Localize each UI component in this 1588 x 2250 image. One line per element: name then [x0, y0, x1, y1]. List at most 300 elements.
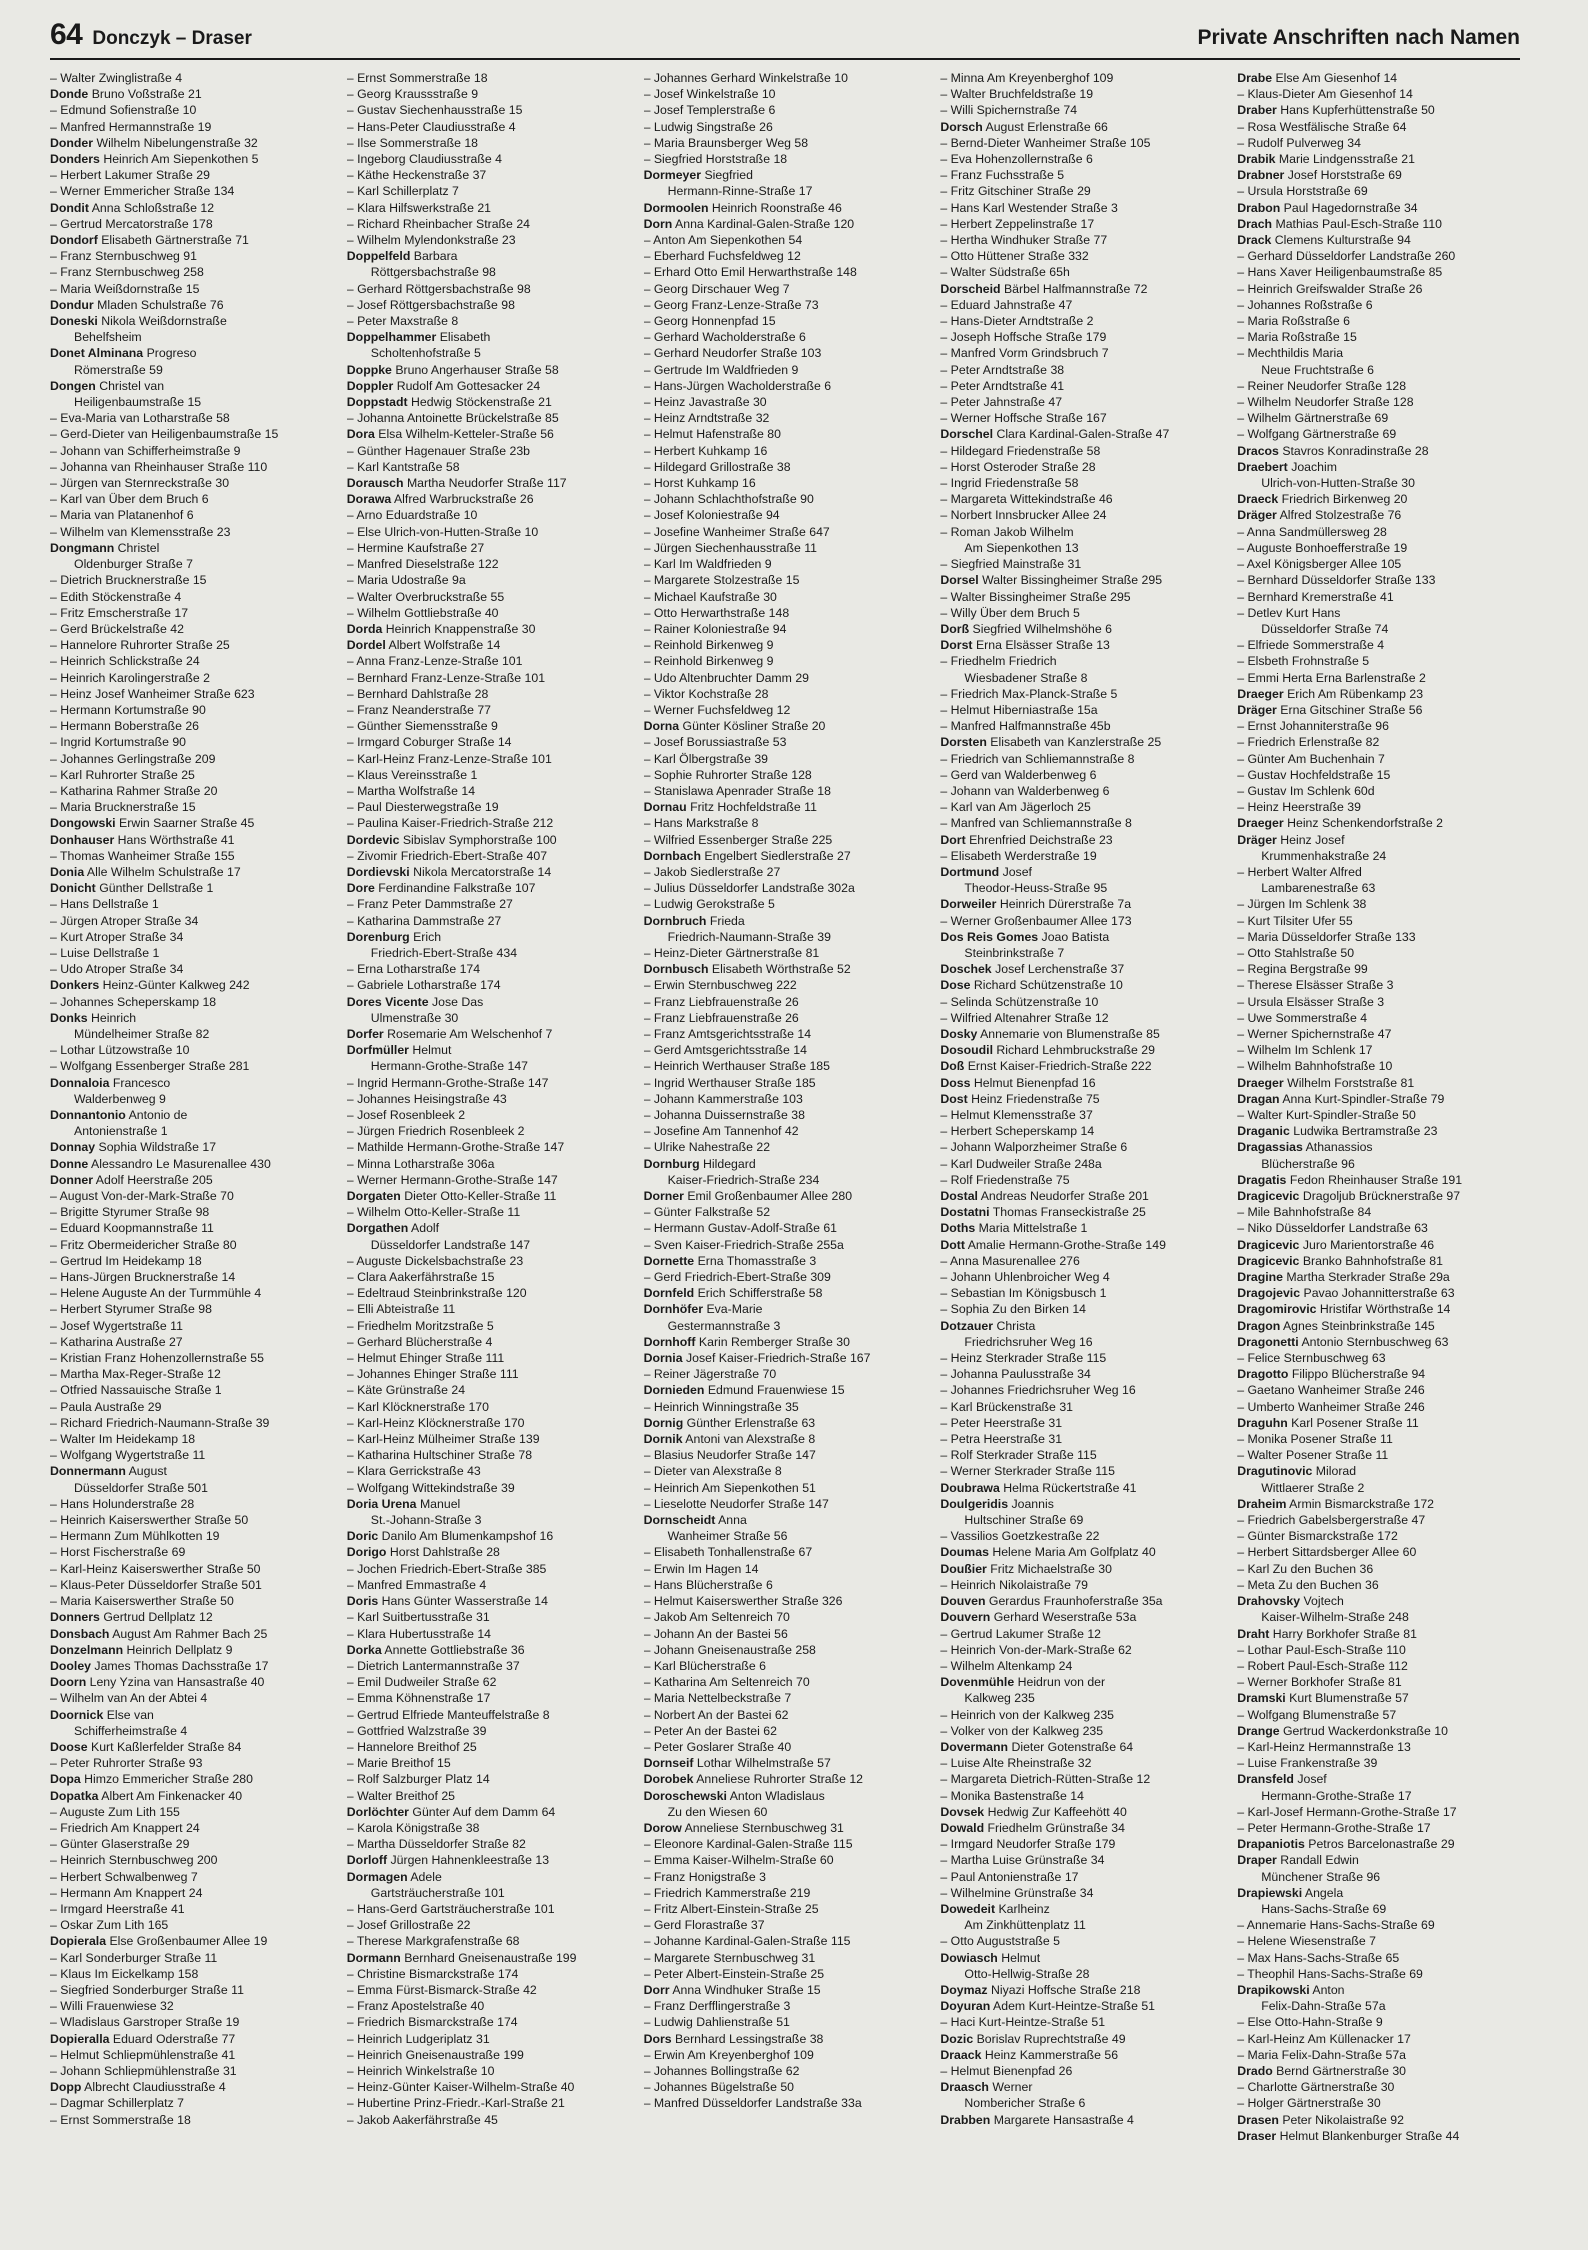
entry-continuation: Hermann-Rinne-Straße 17 — [667, 184, 813, 199]
entry-text: Herbert Zeppelinstraße 17 — [950, 216, 1095, 231]
entry-text: Petros Barcelonastraße 29 — [1308, 1837, 1455, 1852]
surname: Dondit — [50, 200, 89, 215]
directory-entry — [1237, 1091, 1520, 1107]
directory-entry — [1237, 589, 1520, 605]
directory-entry — [644, 135, 927, 151]
entry-text: Lieselotte Neudorfer Straße 147 — [653, 1496, 829, 1511]
directory-entry — [644, 1544, 927, 1560]
entry-text: Ursula Horststraße 69 — [1247, 184, 1368, 199]
surname: Dragomirovic — [1237, 1302, 1317, 1317]
directory-entry — [644, 718, 927, 734]
entry-text: Horst Kuhkamp 16 — [653, 476, 756, 491]
directory-entry — [1237, 1350, 1520, 1366]
entry-text: Clara Aakerfährstraße 15 — [357, 1270, 495, 1285]
directory-column-2 — [347, 70, 630, 2210]
directory-entry — [50, 491, 333, 507]
entry-text: Fritz Michaelstraße 30 — [990, 1561, 1112, 1576]
entry-text: Edmund Frauenwiese 15 — [707, 1383, 845, 1398]
directory-entry — [347, 507, 630, 523]
entry-text: Athanassios — [1305, 1140, 1373, 1155]
directory-entry — [940, 1528, 1223, 1544]
entry-text: Charlotte Gärtnerstraße 30 — [1247, 2080, 1395, 2095]
directory-entry — [50, 1739, 333, 1755]
directory-entry — [50, 443, 333, 459]
surname: Dowedeit — [940, 1901, 996, 1916]
directory-entry — [347, 961, 630, 977]
directory-entry — [50, 1496, 333, 1512]
directory-entry — [940, 264, 1223, 280]
directory-entry — [1237, 572, 1520, 588]
entry-continuation: Heiligenbaumstraße 15 — [74, 395, 202, 410]
directory-entry — [50, 313, 333, 329]
entry-text: Rolf Salzburger Platz 14 — [357, 1772, 490, 1787]
entry-text: Heinrich Werthauser Straße 185 — [653, 1059, 830, 1074]
directory-entry — [347, 1723, 630, 1739]
entry-text: Gertrud Elfriede Manteuffelstraße 8 — [357, 1707, 550, 1722]
surname: Draeger — [1237, 816, 1284, 831]
entry-continuation: Blücherstraße 96 — [1261, 1156, 1355, 1171]
entry-text: Mathilde Hermann-Grothe-Straße 147 — [357, 1140, 565, 1155]
directory-entry — [940, 896, 1223, 912]
entry-text: Anna Kurt-Spindler-Straße 79 — [1282, 1091, 1445, 1106]
directory-entry — [644, 1463, 927, 1479]
directory-entry — [50, 151, 333, 167]
directory-entry — [644, 1755, 927, 1771]
entry-text: Kurt Blumenstraße 57 — [1289, 1691, 1409, 1706]
entry-text: Heinrich Kaiserswerther Straße 50 — [60, 1513, 249, 1528]
directory-entry — [644, 281, 927, 297]
entry-text: Wilhelm Forststraße 81 — [1287, 1075, 1415, 1090]
entry-text: Hans-Jürgen Wacholderstraße 6 — [653, 378, 832, 393]
entry-text: Annemarie Hans-Sachs-Straße 69 — [1246, 1918, 1435, 1933]
directory-entry — [347, 183, 630, 199]
entry-continuation: Gestermannstraße 3 — [667, 1318, 781, 1333]
directory-entry — [347, 1091, 630, 1107]
directory-entry — [644, 1188, 927, 1204]
directory-entry — [940, 297, 1223, 313]
entry-text: Max Hans-Sachs-Straße 65 — [1247, 1950, 1400, 1965]
directory-entry — [50, 410, 333, 426]
entry-text: Karl-Heinz Hermannstraße 13 — [1247, 1739, 1411, 1754]
entry-text: Hans-Peter Claudiusstraße 4 — [357, 119, 516, 134]
entry-text: Adem Kurt-Heintze-Straße 51 — [993, 1999, 1156, 2014]
directory-entry — [1237, 232, 1520, 248]
directory-entry — [347, 248, 630, 264]
directory-entry — [50, 1253, 333, 1269]
surname: Donnermann — [50, 1464, 126, 1479]
surname: Donde — [50, 87, 89, 102]
directory-entry — [50, 767, 333, 783]
directory-entry — [50, 1415, 333, 1431]
directory-entry — [1237, 1253, 1520, 1269]
directory-entry — [50, 1690, 333, 1706]
entry-text: Peter Nikolaistraße 92 — [1282, 2112, 1404, 2127]
directory-entry — [644, 605, 927, 621]
entry-continuation: Düsseldorfer Landstraße 147 — [370, 1237, 531, 1252]
directory-entry — [347, 410, 630, 426]
surname: Doppke — [346, 362, 392, 377]
entry-text: Otto Herwarthstraße 148 — [653, 605, 790, 620]
directory-entry — [50, 1350, 333, 1366]
entry-text: Franz Derfflingerstraße 3 — [653, 1999, 791, 2014]
entry-text: Erich Am Rübenkamp 23 — [1287, 686, 1424, 701]
directory-entry — [940, 718, 1223, 734]
surname: Dorsel — [940, 573, 979, 588]
entry-text: Helmut Bienenpfad 26 — [950, 2063, 1073, 2078]
entry-text: Otfried Nassauische Straße 1 — [60, 1383, 222, 1398]
entry-text: Herbert Walter Alfred — [1247, 864, 1362, 879]
entry-text: Heinrich Ludgeriplatz 31 — [357, 2031, 490, 2046]
entry-text: Manuel — [419, 1496, 461, 1511]
directory-entry — [347, 167, 630, 183]
entry-text: Heinrich Am Siepenkothen 5 — [103, 152, 259, 167]
surname: Dormoolen — [643, 200, 709, 215]
surname: Doumas — [940, 1545, 989, 1560]
surname: Dornhöfer — [643, 1302, 704, 1317]
entry-text: Hans Karl Westender Straße 3 — [950, 200, 1118, 215]
entry-text: Peter Albert-Einstein-Straße 25 — [653, 1966, 825, 1981]
entry-text: Udo Atroper Straße 34 — [60, 962, 184, 977]
directory-entry — [347, 605, 630, 621]
directory-entry — [644, 1415, 927, 1431]
directory-entry — [644, 2047, 927, 2063]
directory-entry — [1237, 1075, 1520, 1091]
entry-text: Heinrich Karolingerstraße 2 — [60, 670, 210, 685]
entry-text: Anna Masurenallee 276 — [949, 1253, 1080, 1268]
entry-text: Julius Düsseldorfer Landstraße 302a — [653, 881, 855, 896]
entry-text: Ludwig Dahlienstraße 51 — [653, 2015, 790, 2030]
surname: Drasen — [1237, 2112, 1279, 2127]
entry-text: Klara Hilfswerkstraße 21 — [357, 200, 492, 215]
entry-text: Günter Am Buchenhain 7 — [1247, 751, 1385, 766]
directory-entry — [644, 1820, 927, 1836]
entry-text: Gerhard Weserstraße 53a — [993, 1610, 1137, 1625]
directory-entry — [940, 248, 1223, 264]
directory-entry — [940, 102, 1223, 118]
entry-text: Johann An der Bastei 56 — [653, 1626, 788, 1641]
entry-text: Thomas Franseckistraße 25 — [992, 1205, 1146, 1220]
page-header — [50, 18, 1520, 58]
directory-entry — [940, 1836, 1223, 1852]
surname: Dores Vicente — [346, 994, 429, 1009]
entry-text: Wilhelm Bahnhofstraße 10 — [1247, 1059, 1393, 1074]
entry-text: Albrecht Claudiusstraße 4 — [84, 2080, 226, 2095]
entry-text: Walter Overbruckstraße 55 — [357, 589, 505, 604]
directory-entry — [940, 572, 1223, 588]
directory-entry — [940, 1561, 1223, 1577]
entry-text: Bärbel Halfmannstraße 72 — [1003, 281, 1148, 296]
directory-entry — [50, 86, 333, 102]
entry-continuation: Römerstraße 59 — [74, 362, 163, 377]
entry-text: Wilhelmine Grünstraße 34 — [950, 1885, 1094, 1900]
entry-continuation: Oldenburger Straße 7 — [74, 557, 193, 572]
directory-entry — [50, 1771, 333, 1787]
directory-entry — [1237, 896, 1520, 912]
directory-entry — [347, 977, 630, 993]
entry-text: Werner Hermann-Grothe-Straße 147 — [357, 1172, 558, 1187]
directory-entry — [940, 1609, 1223, 1625]
entry-text: Sophie Ruhrorter Straße 128 — [653, 767, 812, 782]
entry-text: Herbert Kuhkamp 16 — [653, 443, 768, 458]
section-title: Private Anschriften nach Namen — [1197, 26, 1520, 49]
entry-text: Vojtech — [1303, 1594, 1344, 1609]
entry-text: Norbert An der Bastei 62 — [653, 1707, 789, 1722]
directory-entry — [50, 524, 333, 540]
directory-entry — [940, 507, 1223, 523]
surname: Dornik — [643, 1432, 683, 1447]
entry-text: Johannes Friedrichsruher Weg 16 — [950, 1383, 1136, 1398]
directory-entry — [50, 459, 333, 475]
surname: Dragonetti — [1237, 1334, 1299, 1349]
directory-entry — [940, 961, 1223, 977]
entry-text: Karl-Heinz Kaiserswerther Straße 50 — [60, 1561, 261, 1576]
entry-text: Anna Windhuker Straße 15 — [672, 1982, 821, 1997]
directory-entry — [50, 1593, 333, 1609]
entry-continuation: Kalkweg 235 — [964, 1691, 1035, 1706]
entry-text: Martha Sterkrader Straße 29a — [1286, 1270, 1450, 1285]
directory-entry — [1237, 1334, 1520, 1350]
entry-text: Franz Neanderstraße 77 — [357, 702, 492, 717]
surname: Dorfer — [346, 1026, 384, 1041]
directory-entry — [347, 524, 630, 540]
entry-text: Emma Fürst-Bismarck-Straße 42 — [357, 1982, 537, 1997]
entry-text: Karl-Heinz Klöcknerstraße 170 — [357, 1415, 525, 1430]
entry-text: Josef Koloniestraße 94 — [653, 508, 780, 523]
entry-text: Johannes Heisingstraße 43 — [357, 1091, 507, 1106]
directory-entry — [940, 1156, 1223, 1172]
entry-text: Karl Ölbergstraße 39 — [653, 751, 768, 766]
directory-entry — [1237, 1301, 1520, 1317]
entry-text: Christel van — [99, 378, 165, 393]
directory-entry — [50, 264, 333, 280]
directory-entry — [940, 1253, 1223, 1269]
directory-entry — [50, 1852, 333, 1868]
surname: Doppler — [346, 378, 394, 393]
entry-text: Werner — [992, 2080, 1033, 2095]
surname: Dornburg — [643, 1156, 700, 1171]
directory-entry — [50, 1447, 333, 1463]
directory-entry — [1237, 2095, 1520, 2111]
entry-text: Oskar Zum Lith 165 — [60, 1918, 169, 1933]
directory-entry — [347, 1998, 630, 2014]
directory-entry — [1237, 2047, 1520, 2063]
directory-entry — [940, 151, 1223, 167]
directory-entry — [940, 1318, 1223, 1334]
surname: Dorner — [643, 1189, 684, 1204]
directory-entry — [347, 329, 630, 345]
entry-text: Paul Diesterwegstraße 19 — [357, 800, 499, 815]
surname: Donnaloia — [50, 1075, 110, 1090]
directory-entry — [644, 1350, 927, 1366]
entry-text: Georg Dirschauer Weg 7 — [653, 281, 790, 296]
entry-text: Manfred Emmastraße 4 — [357, 1577, 487, 1592]
directory-entry — [347, 1707, 630, 1723]
entry-text: Gerd-Dieter van Heiligenbaumstraße 15 — [60, 427, 279, 442]
entry-text: Joannis — [1011, 1496, 1054, 1511]
directory-entry — [940, 426, 1223, 442]
entry-text: Willi Frauenwiese 32 — [60, 1999, 174, 2014]
entry-text: Heinrich Von-der-Mark-Straße 62 — [950, 1642, 1132, 1657]
entry-text: Rudolf Pulverweg 34 — [1247, 135, 1361, 150]
directory-entry — [1237, 977, 1520, 993]
directory-entry — [644, 1269, 927, 1285]
surname: Douvern — [940, 1610, 991, 1625]
directory-entry — [644, 1480, 927, 1496]
directory-entry — [940, 1852, 1223, 1868]
entry-text: Herbert Sittardsberger Allee 60 — [1247, 1545, 1417, 1560]
header-left — [50, 18, 252, 52]
entry-text: Franz Amtsgerichtsstraße 14 — [653, 1026, 812, 1041]
directory-entry — [50, 297, 333, 313]
entry-text: Günther Dellstraße 1 — [99, 881, 214, 896]
directory-entry — [50, 1755, 333, 1771]
directory-entry — [644, 1156, 927, 1172]
surname: Dräger — [1237, 508, 1277, 523]
entry-text: Elfriede Sommerstraße 4 — [1247, 638, 1385, 653]
surname: Dongowski — [50, 816, 116, 831]
entry-text: Josef Wygertstraße 11 — [60, 1318, 183, 1333]
entry-text: Eva Hohenzollernstraße 6 — [950, 152, 1093, 167]
entry-continuation: Hultschiner Straße 69 — [964, 1513, 1084, 1528]
entry-text: Jürgen Friedrich Rosenbleek 2 — [357, 1124, 525, 1139]
directory-entry — [347, 1042, 630, 1058]
entry-text: Filippo Blücherstraße 94 — [1291, 1367, 1426, 1382]
directory-entry — [50, 815, 333, 831]
directory-entry — [644, 815, 927, 831]
entry-text: Anneliese Ruhrorter Straße 12 — [696, 1772, 864, 1787]
directory-entry — [347, 1609, 630, 1625]
surname: Dooley — [50, 1658, 91, 1673]
directory-entry — [347, 1350, 630, 1366]
directory-entry — [347, 1480, 630, 1496]
directory-entry — [644, 734, 927, 750]
entry-text: Helmut Bienenpfad 16 — [973, 1075, 1096, 1090]
entry-text: Walter Im Heidekamp 18 — [60, 1432, 196, 1447]
directory-entry — [644, 1982, 927, 1998]
directory-entry — [940, 702, 1223, 718]
directory-entry — [644, 1788, 927, 1804]
directory-entry — [940, 443, 1223, 459]
surname: Drapiewski — [1237, 1885, 1303, 1900]
directory-entry — [347, 2047, 630, 2063]
entry-text: Ernst Sommerstraße 18 — [60, 2112, 191, 2127]
directory-entry — [1237, 183, 1520, 199]
surname: Dornhoff — [643, 1334, 696, 1349]
entry-text: Auguste Zum Lith 155 — [59, 1804, 180, 1819]
directory-entry — [644, 751, 927, 767]
entry-text: Hildegard Grillostraße 38 — [653, 459, 791, 474]
entry-continuation: Düsseldorfer Straße 74 — [1261, 621, 1389, 636]
entry-text: Hedwig Zur Kaffeehött 40 — [987, 1804, 1127, 1819]
directory-entry — [940, 1463, 1223, 1479]
directory-entry — [347, 378, 630, 394]
directory-entry — [1237, 1285, 1520, 1301]
directory-entry — [644, 459, 927, 475]
directory-entry — [940, 2031, 1223, 2047]
surname: Draganic — [1237, 1124, 1290, 1139]
surname: Dracos — [1237, 443, 1279, 458]
directory-entry — [50, 1674, 333, 1690]
directory-entry — [940, 1577, 1223, 1593]
entry-text: Emma Kaiser-Wilhelm-Straße 60 — [653, 1853, 834, 1868]
directory-entry — [50, 540, 333, 556]
directory-entry — [1237, 1366, 1520, 1382]
directory-entry — [644, 1366, 927, 1382]
entry-continuation: Nombericher Straße 6 — [964, 2096, 1086, 2111]
entry-text: Else Ulrich-von-Hutten-Straße 10 — [357, 524, 539, 539]
entry-text: Klaus-Peter Düsseldorfer Straße 501 — [60, 1577, 262, 1592]
entry-text: Jürgen Im Schlenk 38 — [1247, 897, 1367, 912]
entry-continuation: Gartsträucherstraße 101 — [370, 1885, 505, 1900]
entry-text: Lothar Lützowstraße 10 — [60, 1043, 190, 1058]
entry-text: Horst Fischerstraße 69 — [60, 1545, 186, 1560]
directory-entry — [1237, 540, 1520, 556]
directory-entry — [1237, 2031, 1520, 2047]
surname: Dragotto — [1237, 1367, 1289, 1382]
directory-entry — [1237, 767, 1520, 783]
entry-continuation: Hermann-Grothe-Straße 147 — [370, 1059, 528, 1074]
directory-entry — [644, 151, 927, 167]
entry-text: Gertrud Mercatorstraße 178 — [60, 216, 213, 231]
entry-text: Minna Am Kreyenberghof 109 — [950, 71, 1114, 85]
surname: Dozic — [940, 2031, 974, 2046]
entry-text: Peter Maxstraße 8 — [357, 314, 459, 329]
directory-entry — [644, 702, 927, 718]
directory-entry — [347, 1771, 630, 1787]
entry-text: Irmgard Coburger Straße 14 — [357, 735, 512, 750]
directory-entry — [644, 1334, 927, 1350]
entry-text: Josef Rosenbleek 2 — [357, 1108, 466, 1122]
directory-entry — [1237, 1561, 1520, 1577]
directory-entry — [50, 1626, 333, 1642]
directory-entry — [940, 734, 1223, 750]
directory-column-4 — [940, 70, 1223, 2210]
directory-entry — [940, 2014, 1223, 2030]
directory-entry — [347, 767, 630, 783]
directory-entry — [50, 832, 333, 848]
entry-text: Ingrid Kortumstraße 90 — [60, 735, 187, 750]
directory-entry — [940, 751, 1223, 767]
surname: Dos Reis Gomes — [940, 929, 1039, 944]
entry-text: Wilhelm Nibelungenstraße 32 — [96, 135, 258, 150]
entry-text: Johann Schliepmühlenstraße 31 — [60, 2063, 237, 2078]
directory-entry — [347, 848, 630, 864]
entry-text: Therese Markgrafenstraße 68 — [356, 1934, 520, 1949]
surname: Draasch — [940, 2080, 989, 2095]
directory-entry — [50, 896, 333, 912]
entry-text: Walter Südstraße 65h — [950, 265, 1070, 280]
surname: Donzelmann — [50, 1642, 124, 1657]
directory-entry — [644, 297, 927, 313]
directory-entry — [347, 1431, 630, 1447]
entry-text: Klaus Vereinsstraße 1 — [357, 767, 478, 782]
entry-text: Kurt Atroper Straße 34 — [60, 929, 184, 944]
entry-text: Otto Auguststraße 5 — [950, 1934, 1061, 1949]
directory-entry — [347, 751, 630, 767]
directory-entry — [644, 653, 927, 669]
surname: Doymaz — [940, 1982, 988, 1997]
directory-entry — [347, 1966, 630, 1982]
entry-text: Helmut Klemensstraße 37 — [950, 1108, 1093, 1122]
entry-text: Engelbert Siedlerstraße 27 — [704, 848, 851, 863]
directory-entry — [940, 977, 1223, 993]
entry-text: Katharina Am Seltenreich 70 — [653, 1675, 810, 1690]
entry-text: Werner Großenbaumer Allee 173 — [950, 913, 1132, 928]
directory-entry — [940, 1285, 1223, 1301]
surname: Doorn — [50, 1675, 87, 1690]
entry-text: Heinrich von der Kalkweg 235 — [950, 1707, 1115, 1722]
entry-text: Wilhelm van Klemensstraße 23 — [60, 524, 231, 539]
